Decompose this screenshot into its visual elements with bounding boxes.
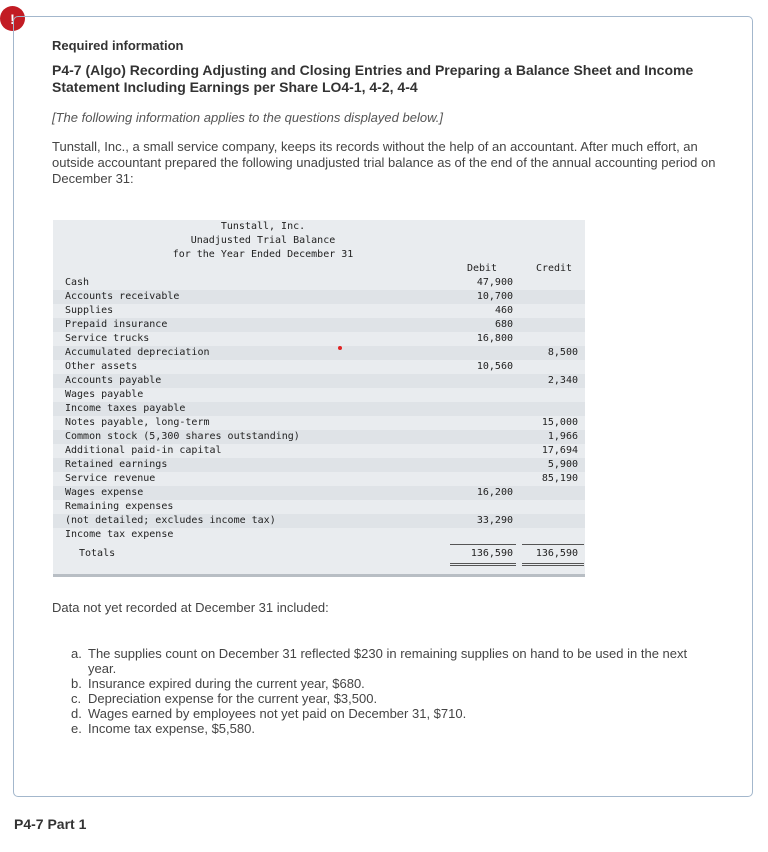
account-name: Cash — [65, 277, 90, 288]
credit-amount: 8,500 — [547, 347, 578, 358]
account-name: Accumulated depreciation — [65, 347, 210, 358]
required-information-heading: Required information — [52, 38, 184, 53]
item-marker: b. — [71, 676, 82, 691]
totals-row — [53, 547, 585, 561]
trial-balance-period: for the Year Ended December 31 — [172, 249, 354, 260]
table-row — [53, 430, 585, 444]
item-text: Income tax expense, $5,580. — [88, 721, 255, 736]
account-name: Wages expense — [65, 487, 144, 498]
account-name: Accounts receivable — [65, 291, 180, 302]
item-text: Depreciation expense for the current year, $3,500. — [88, 691, 378, 706]
table-row — [53, 416, 585, 430]
part-title: P4-7 Part 1 — [14, 816, 87, 832]
account-name: Wages payable — [65, 389, 144, 400]
account-name: Supplies — [65, 305, 114, 316]
debit-amount: 47,900 — [476, 277, 513, 288]
item-marker: c. — [71, 691, 82, 706]
debit-column-header: Debit — [466, 263, 498, 274]
account-name: Accounts payable — [65, 375, 162, 386]
trial-balance-title: Unadjusted Trial Balance — [190, 235, 336, 246]
list-item — [71, 706, 711, 721]
item-text: The supplies count on December 31 reflected $230 in remaining supplies on hand to be used in the next year. — [88, 646, 688, 676]
table-row — [53, 360, 585, 374]
debit-amount: 460 — [494, 305, 513, 316]
debit-double-rule-2 — [450, 565, 516, 566]
credit-amount: 17,694 — [541, 445, 578, 456]
list-item — [71, 691, 711, 706]
account-name: Prepaid insurance — [65, 319, 168, 330]
credit-column-header: Credit — [535, 263, 573, 274]
table-row — [53, 472, 585, 486]
table-row — [53, 346, 585, 360]
table-row — [53, 276, 585, 290]
totals-label: Totals — [79, 548, 116, 559]
account-name: Additional paid-in capital — [65, 445, 222, 456]
account-name: Income tax expense — [65, 529, 174, 540]
debit-amount: 680 — [494, 319, 513, 330]
item-text: Wages earned by employees not yet paid on December 31, $710. — [88, 706, 467, 721]
trial-balance-company: Tunstall, Inc. — [220, 221, 306, 232]
item-text: Insurance expired during the current year, $680. — [88, 676, 365, 691]
list-item — [71, 646, 711, 676]
table-row — [53, 528, 585, 542]
table-row — [53, 374, 585, 388]
credit-amount: 2,340 — [547, 375, 578, 386]
debit-amount: 16,200 — [476, 487, 513, 498]
credit-amount: 5,900 — [547, 459, 578, 470]
account-name: Common stock (5,300 shares outstanding) — [65, 431, 300, 442]
account-name: Notes payable, long-term — [65, 417, 210, 428]
debit-amount: 10,560 — [476, 361, 513, 372]
account-name: Remaining expenses — [65, 501, 174, 512]
credit-double-rule-2 — [522, 565, 584, 566]
table-row — [53, 458, 585, 472]
account-name: (not detailed; excludes income tax) — [65, 515, 276, 526]
list-item — [71, 721, 711, 736]
item-marker: d. — [71, 706, 82, 721]
credit-amount: 85,190 — [541, 473, 578, 484]
list-item — [71, 676, 711, 691]
table-row — [53, 402, 585, 416]
debit-amount: 33,290 — [476, 515, 513, 526]
applies-note: [The following information applies to the questions displayed below.] — [52, 110, 443, 125]
data-not-recorded-note: Data not yet recorded at December 31 included: — [52, 600, 329, 615]
debit-double-rule-1 — [450, 563, 516, 564]
totals-credit: 136,590 — [535, 548, 578, 559]
credit-amount: 15,000 — [541, 417, 578, 428]
trial-balance-divider — [53, 574, 585, 577]
credit-amount: 1,966 — [547, 431, 578, 442]
table-row — [53, 304, 585, 318]
table-row — [53, 444, 585, 458]
item-marker: a. — [71, 646, 82, 661]
marker-dot — [338, 346, 342, 350]
intro-paragraph: Tunstall, Inc., a small service company, keeps its records without the help of an accountant. After much effort, an outside accountant prepared the following unadjusted trial balance as of the end of the annual accounting period on December 31: — [52, 139, 716, 186]
adjustment-items-list — [71, 646, 711, 736]
account-name: Service revenue — [65, 473, 156, 484]
account-name: Service trucks — [65, 333, 150, 344]
item-marker: e. — [71, 721, 82, 736]
table-row — [53, 486, 585, 500]
account-name: Retained earnings — [65, 459, 168, 470]
credit-double-rule-1 — [522, 563, 584, 564]
totals-debit: 136,590 — [470, 548, 513, 559]
account-name: Income taxes payable — [65, 403, 186, 414]
debit-amount: 16,800 — [476, 333, 513, 344]
table-row — [53, 318, 585, 332]
debit-total-rule — [450, 544, 516, 545]
table-row — [53, 332, 585, 346]
table-row — [53, 500, 585, 514]
table-row — [53, 290, 585, 304]
problem-title: P4-7 (Algo) Recording Adjusting and Closing Entries and Preparing a Balance Sheet and Income Statement Including Earnings per Share LO4-1, 4-2, 4-4 — [52, 62, 694, 95]
exclamation-icon: ! — [0, 6, 25, 31]
credit-total-rule — [522, 544, 584, 545]
table-row — [53, 388, 585, 402]
debit-amount: 10,700 — [476, 291, 513, 302]
account-name: Other assets — [65, 361, 138, 372]
table-row — [53, 514, 585, 528]
